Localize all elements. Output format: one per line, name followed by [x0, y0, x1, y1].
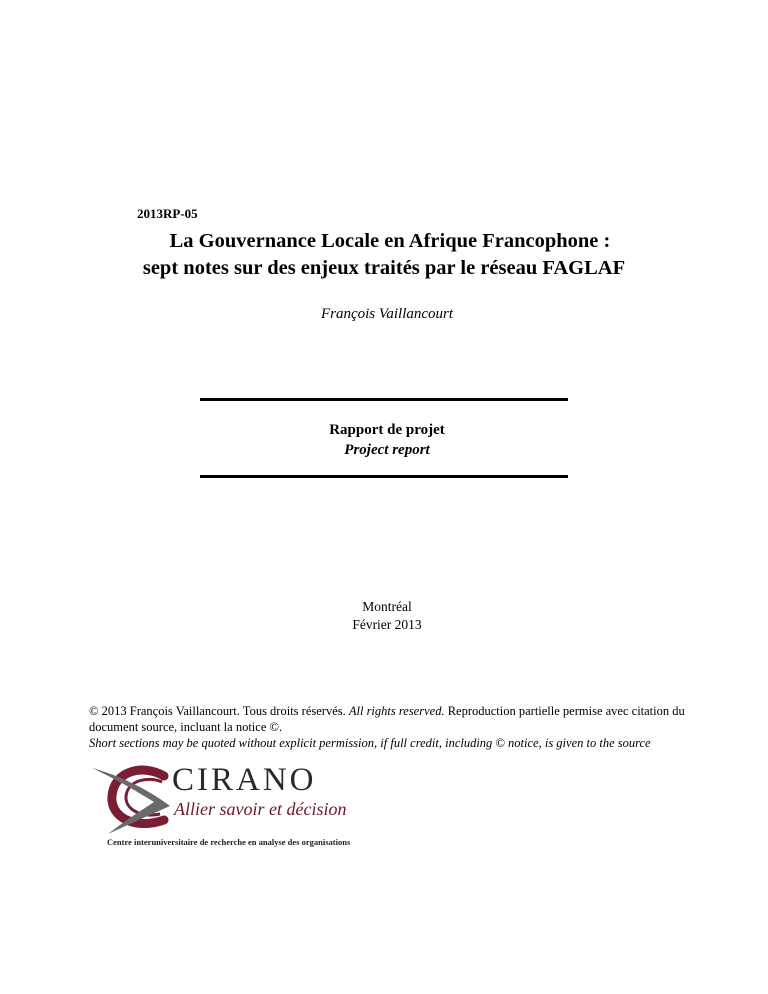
report-type-en: Project report — [344, 442, 430, 458]
title-line-1: La Gouvernance Locale en Afrique Francophone : — [169, 230, 611, 252]
report-type-fr: Rapport de projet — [329, 422, 445, 438]
copyright-english: Short sections may be quoted without explicit permission, if full credit, including © notice, is given to the source — [89, 736, 651, 750]
report-number: 2013RP-05 — [137, 206, 198, 221]
copyright-notice — [89, 703, 689, 751]
top-rule — [200, 398, 568, 401]
place: Montréal — [362, 599, 412, 614]
logo-subtitle: Centre interuniversitaire de recherche en analyse des organisations — [107, 837, 351, 847]
copyright-part2: All rights reserved. — [348, 704, 445, 718]
report-type — [0, 420, 768, 460]
author: François Vaillancourt — [320, 306, 454, 322]
bottom-rule — [200, 475, 568, 478]
logo-tagline: Allier savoir et décision — [174, 799, 347, 819]
date: Février 2013 — [352, 617, 422, 632]
place-date — [0, 598, 768, 634]
copyright-part3: Reproduction partielle permise avec citation du document source, incluant la notice ©. — [89, 704, 685, 734]
title-line-2: sept notes sur des enjeux traités par le réseau FAGLAF — [142, 257, 626, 279]
copyright-part1: © 2013 François Vaillancourt. Tous droits réservés. — [89, 704, 346, 718]
document-title — [0, 228, 768, 282]
logo-name: CIRANO — [172, 762, 317, 798]
